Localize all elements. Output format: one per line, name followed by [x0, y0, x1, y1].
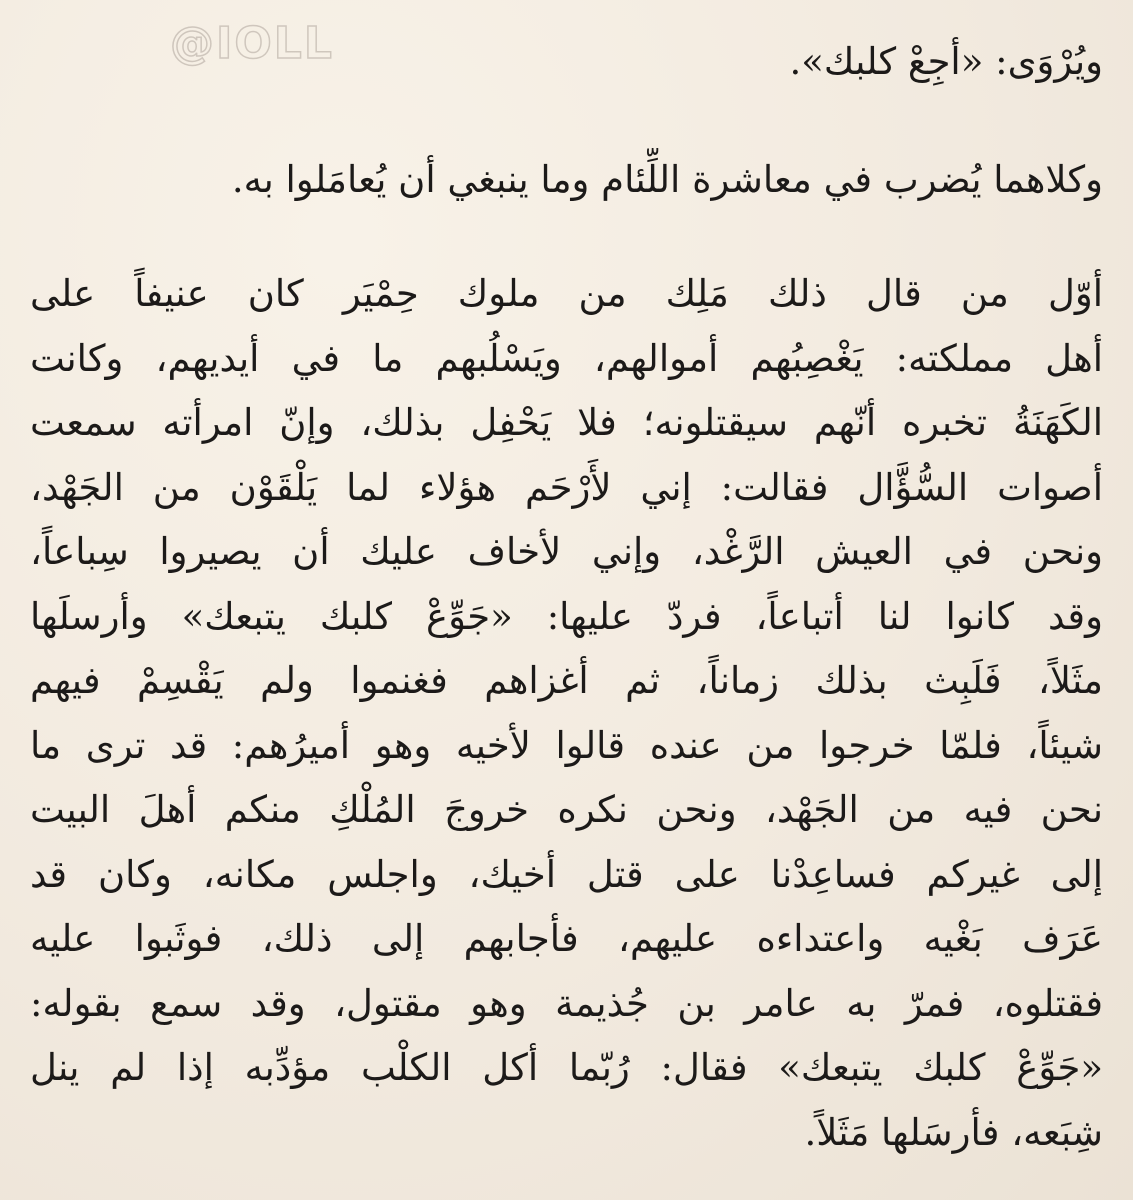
text-line: ونحن في العيش الرَّغْد، وإني لأخاف عليك أن يصيروا سِباعاً، [30, 530, 1103, 573]
intro-block [30, 30, 1103, 94]
watermark: @IOLL [170, 18, 334, 69]
text-line: أوّل من قال ذلك مَلِك من ملوك حِمْيَر كان عنيفاً على [30, 272, 1103, 315]
text-line: إلى غيركم فساعِدْنا على قتل أخيك، واجلس مكانه، وكان قد [30, 852, 1103, 896]
text-line: عَرَف بَغْيه واعتداءه عليهم، فأجابهم إلى ذلك، فوثَبوا عليه [30, 917, 1103, 960]
usage-line [30, 148, 1103, 212]
text-line: «جَوِّعْ كلبك يتبعك» فقال: رُبّما أكل الكلْب مؤدِّبه إذا لم ينل [30, 1046, 1103, 1089]
text-line: وقد كانوا لنا أتباعاً، فردّ عليها: «جَوِّعْ كلبك يتبعك» وأرسلَها [30, 594, 1103, 638]
text-line: فقتلوه، فمرّ به عامر بن جُذيمة وهو مقتول، وقد سمع بقوله: [30, 981, 1103, 1025]
text-line: مثَلاً، فَلَبِث بذلك زماناً، ثم أغزاهم فغنموا ولم يَقْسِمْ فيهم [30, 659, 1103, 702]
text-line: أهل مملكته: يَغْصِبُهم أموالهم، ويَسْلُبهم ما في أيديهم، وكانت [30, 336, 1103, 380]
text-line: ويُرْوَى: «أجِعْ كلبك». [789, 40, 1103, 83]
text-line: نحن فيه من الجَهْد، ونحن نكره خروجَ المُلْكِ منكم أهلَ البيت [30, 788, 1103, 831]
text-line: شيئاً، فلمّا خرجوا من عنده قالوا لأخيه وهو أميرُهم: قد ترى ما [30, 723, 1103, 767]
intro-line [30, 30, 1103, 94]
text-line: وكلاهما يُضرب في معاشرة اللِّئام وما ينبغي أن يُعامَلوا به. [231, 158, 1103, 201]
text-line: أصوات السُّؤَّال فقالت: إني لأَرْحَم هؤلاء لما يَلْقَوْن من الجَهْد، [30, 465, 1103, 509]
text-line: شِبَعه، فأرسَلها مَثَلاً. [804, 1110, 1103, 1154]
text-line: الكَهَنَةُ تخبره أنّهم سيقتلونه؛ فلا يَحْفِل بذلك، وإنّ امرأته سمعت [30, 401, 1103, 444]
usage-block [30, 148, 1103, 212]
story-paragraph [30, 262, 1103, 1165]
